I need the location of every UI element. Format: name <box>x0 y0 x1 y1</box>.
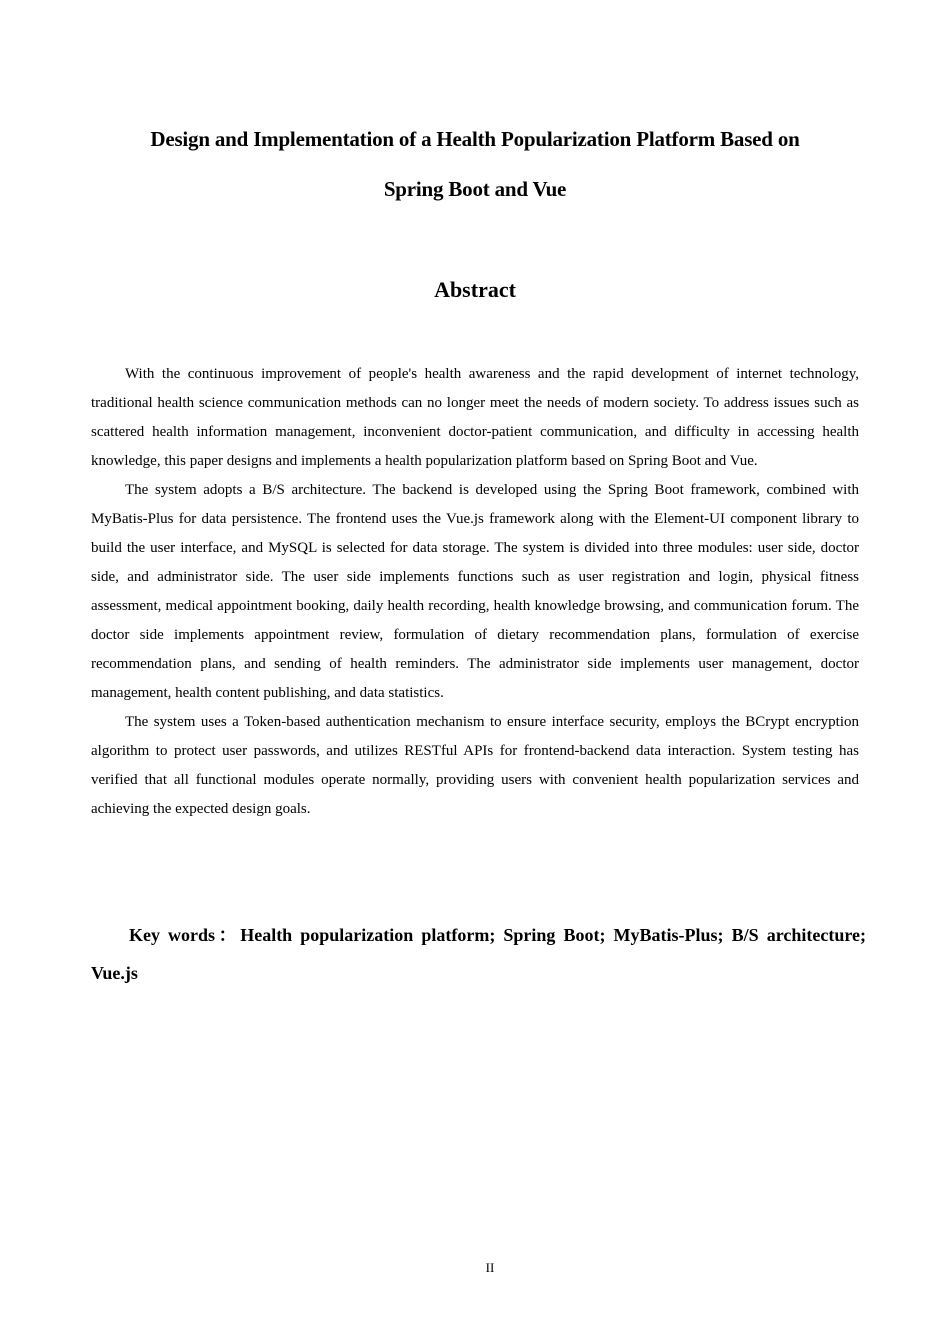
abstract-paragraph-1: With the continuous improvement of people's health awareness and the rapid development of internet technology, traditional health science communication methods can no longer meet the needs of modern society. To address issues such as scattered health information management, inconvenient doctor-patient communication, and difficulty in accessing health knowledge, this paper designs and implements a health popularization platform based on Spring Boot and Vue. <box>91 366 859 469</box>
paper-title-line-1: Design and Implementation of a Health Popularization Platform Based on <box>150 127 800 151</box>
paper-title-line-2: Spring Boot and Vue <box>383 177 567 201</box>
abstract-body <box>91 360 859 824</box>
abstract-paragraph-3: The system uses a Token-based authentication mechanism to ensure interface security, employs the BCrypt encryption algorithm to protect user passwords, and utilizes RESTful APIs for frontend-backend data interaction. System testing has verified that all functional modules operate normally, providing users with convenient health popularization services and achieving the expected design goals. <box>91 714 859 817</box>
abstract-heading: Abstract <box>434 277 516 302</box>
keywords-line: Key words：Health popularization platform; Spring Boot; MyBatis-Plus; B/S architecture; Vue.js <box>91 925 866 983</box>
abstract-paragraph-2: The system adopts a B/S architecture. The backend is developed using the Spring Boot framework, combined with MyBatis-Plus for data persistence. The frontend uses the Vue.js framework along with the Element-UI component library to build the user interface, and MySQL is selected for data storage. The system is divided into three modules: user side, doctor side, and administrator side. The user side implements functions such as user registration and login, physical fitness assessment, medical appointment booking, daily health recording, health knowledge browsing, and communication forum. The doctor side implements appointment review, formulation of dietary recommendation plans, formulation of exercise recommendation plans, and sending of health reminders. The administrator side implements user management, doctor management, health content publishing, and data statistics. <box>91 482 859 701</box>
page-number: II <box>485 1260 495 1275</box>
